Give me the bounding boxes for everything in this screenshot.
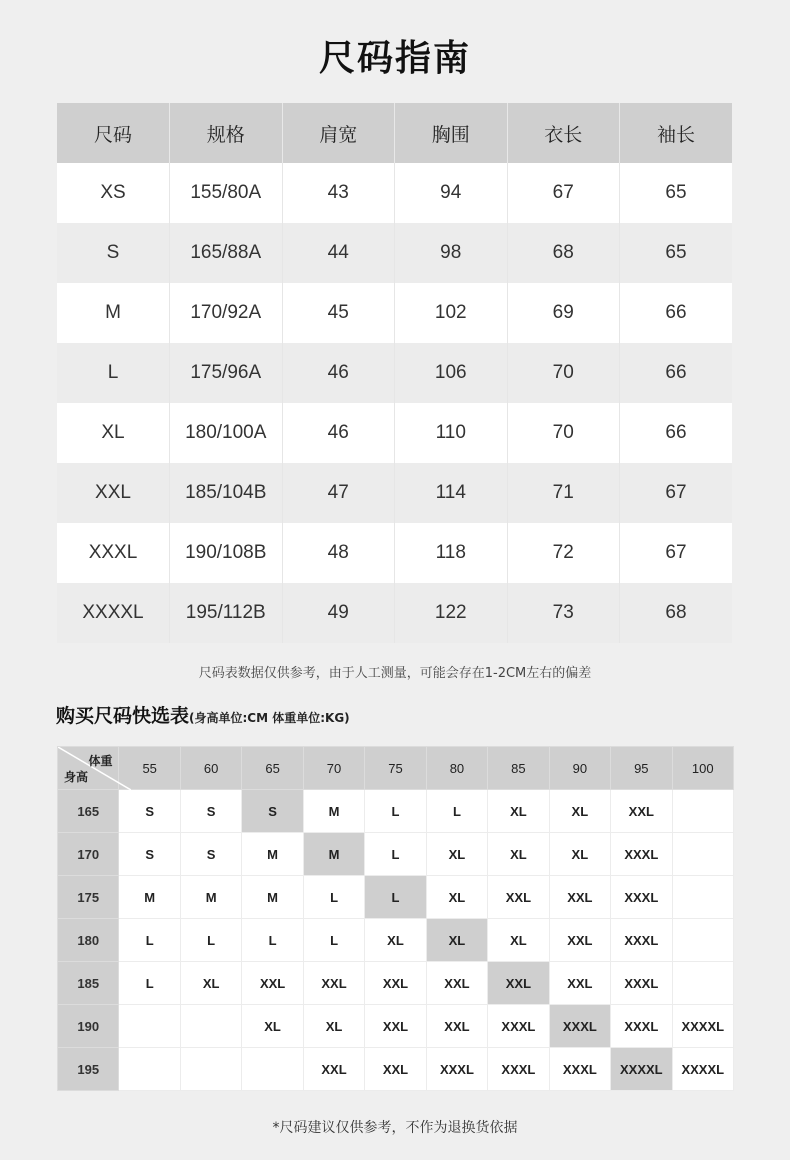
quick-size-cell: XXXL [611, 919, 672, 962]
size-cell: 110 [395, 403, 508, 463]
quick-table-units: (身高单位:CM 体重单位:KG) [189, 711, 350, 725]
size-cell: XXXL [57, 523, 170, 583]
quick-size-cell: XL [365, 919, 426, 962]
size-cell: 65 [620, 223, 733, 283]
size-header-cell: 衣长 [507, 103, 620, 163]
size-cell: XXXXL [57, 583, 170, 643]
quick-size-cell: L [365, 833, 426, 876]
quick-size-cell: XL [426, 919, 487, 962]
quick-table-body [58, 790, 734, 1091]
size-cell: 66 [620, 403, 733, 463]
size-cell: 73 [507, 583, 620, 643]
weight-header-cell: 90 [549, 747, 610, 790]
weight-header-cell: 55 [119, 747, 180, 790]
quick-size-cell: M [303, 790, 364, 833]
size-cell: 72 [507, 523, 620, 583]
advice-note: *尺码建议仅供参考，不作为退换货依据 [272, 1120, 518, 1136]
size-cell: 45 [282, 283, 395, 343]
quick-size-cell: XXXL [549, 1048, 610, 1091]
quick-size-cell: L [303, 876, 364, 919]
size-header-cell: 肩宽 [282, 103, 395, 163]
corner-weight-label: 体重 [88, 754, 113, 768]
quick-size-cell: M [180, 876, 241, 919]
size-cell: 48 [282, 523, 395, 583]
size-cell: 114 [395, 463, 508, 523]
size-cell: XS [57, 163, 170, 223]
quick-size-cell: M [303, 833, 364, 876]
corner-height-label: 身高 [64, 770, 89, 784]
height-header-cell: 170 [58, 833, 119, 876]
size-cell: 190/108B [170, 523, 283, 583]
size-row [57, 523, 732, 583]
size-table-header [57, 103, 732, 163]
quick-size-cell: L [119, 962, 180, 1005]
quick-size-cell: L [426, 790, 487, 833]
height-header-cell: 185 [58, 962, 119, 1005]
corner-cell [58, 747, 119, 790]
quick-size-cell: XL [426, 876, 487, 919]
size-header-cell: 规格 [170, 103, 283, 163]
quick-size-cell: XXXL [611, 833, 672, 876]
size-cell: 46 [282, 403, 395, 463]
size-table-body [57, 163, 732, 643]
weight-header-cell: 60 [180, 747, 241, 790]
quick-size-cell: XL [488, 919, 549, 962]
quick-size-cell: XL [426, 833, 487, 876]
quick-size-cell: XXL [549, 876, 610, 919]
size-cell: 46 [282, 343, 395, 403]
quick-row [58, 876, 734, 919]
quick-size-cell [242, 1048, 303, 1091]
quick-size-cell: XL [549, 790, 610, 833]
size-cell: 106 [395, 343, 508, 403]
quick-size-cell: L [119, 919, 180, 962]
quick-size-cell: L [180, 919, 241, 962]
quick-size-cell: XXL [611, 790, 672, 833]
size-cell: 67 [507, 163, 620, 223]
size-cell: 43 [282, 163, 395, 223]
quick-size-cell: XXXXL [672, 1048, 733, 1091]
quick-size-table [57, 746, 734, 1091]
quick-size-cell: XL [488, 790, 549, 833]
quick-size-cell: XXL [303, 1048, 364, 1091]
size-row [57, 163, 732, 223]
size-row [57, 583, 732, 643]
quick-size-cell [672, 833, 733, 876]
quick-size-cell: XXL [365, 962, 426, 1005]
size-row [57, 343, 732, 403]
quick-size-cell: XXXL [549, 1005, 610, 1048]
quick-size-cell: S [180, 833, 241, 876]
quick-size-cell [672, 962, 733, 1005]
size-cell: L [57, 343, 170, 403]
size-cell: 47 [282, 463, 395, 523]
size-cell: 67 [620, 523, 733, 583]
size-row [57, 283, 732, 343]
quick-size-cell: XXL [242, 962, 303, 1005]
weight-header-cell: 65 [242, 747, 303, 790]
quick-size-cell: S [119, 790, 180, 833]
quick-row [58, 919, 734, 962]
quick-size-cell: XXXL [611, 876, 672, 919]
size-cell: 44 [282, 223, 395, 283]
quick-size-cell: XXXL [488, 1048, 549, 1091]
quick-size-cell: L [242, 919, 303, 962]
size-row [57, 463, 732, 523]
size-row [57, 403, 732, 463]
quick-size-cell: XXXXL [611, 1048, 672, 1091]
quick-size-cell: M [242, 833, 303, 876]
size-cell: 118 [395, 523, 508, 583]
quick-size-cell: XXL [365, 1005, 426, 1048]
quick-size-cell: M [119, 876, 180, 919]
quick-size-cell [180, 1048, 241, 1091]
height-header-cell: 190 [58, 1005, 119, 1048]
size-cell: 68 [620, 583, 733, 643]
quick-size-cell: S [180, 790, 241, 833]
size-cell: 170/92A [170, 283, 283, 343]
size-cell: S [57, 223, 170, 283]
quick-row [58, 790, 734, 833]
quick-size-cell: XXL [488, 962, 549, 1005]
quick-size-cell [672, 790, 733, 833]
size-table [57, 103, 732, 643]
quick-size-cell: XXL [365, 1048, 426, 1091]
quick-size-cell: XL [303, 1005, 364, 1048]
size-cell: 155/80A [170, 163, 283, 223]
size-header-cell: 袖长 [620, 103, 733, 163]
quick-size-cell: XXXXL [672, 1005, 733, 1048]
size-cell: 70 [507, 403, 620, 463]
size-cell: 98 [395, 223, 508, 283]
quick-row [58, 962, 734, 1005]
quick-size-cell: XL [488, 833, 549, 876]
quick-size-cell: XXL [303, 962, 364, 1005]
size-header-cell: 胸围 [395, 103, 508, 163]
size-cell: 165/88A [170, 223, 283, 283]
quick-table-header [58, 747, 734, 790]
weight-header-cell: 80 [426, 747, 487, 790]
quick-size-cell [119, 1048, 180, 1091]
measurement-note: 尺码表数据仅供参考，由于人工测量，可能会存在1-2CM左右的偏差 [198, 666, 592, 681]
quick-size-cell [672, 876, 733, 919]
size-row [57, 223, 732, 283]
size-header-cell: 尺码 [57, 103, 170, 163]
weight-header-cell: 100 [672, 747, 733, 790]
quick-size-cell: XXL [488, 876, 549, 919]
size-cell: 94 [395, 163, 508, 223]
page-title: 尺码指南 [318, 38, 471, 79]
quick-size-cell: XXXL [611, 1005, 672, 1048]
quick-size-cell: XXXL [488, 1005, 549, 1048]
size-cell: 68 [507, 223, 620, 283]
quick-size-cell: L [365, 876, 426, 919]
weight-header-cell: 70 [303, 747, 364, 790]
quick-size-cell: XXL [549, 962, 610, 1005]
quick-row [58, 1048, 734, 1091]
height-header-cell: 175 [58, 876, 119, 919]
quick-row [58, 1005, 734, 1048]
size-cell: 67 [620, 463, 733, 523]
quick-size-cell [119, 1005, 180, 1048]
size-cell: 180/100A [170, 403, 283, 463]
size-cell: 175/96A [170, 343, 283, 403]
quick-size-cell: L [365, 790, 426, 833]
quick-size-cell: XL [180, 962, 241, 1005]
quick-size-cell: XL [549, 833, 610, 876]
size-cell: 66 [620, 283, 733, 343]
size-cell: 185/104B [170, 463, 283, 523]
size-cell: XXL [57, 463, 170, 523]
size-cell: 71 [507, 463, 620, 523]
size-cell: XL [57, 403, 170, 463]
quick-size-cell: XXL [426, 962, 487, 1005]
weight-header-cell: 95 [611, 747, 672, 790]
quick-size-cell: XXXL [611, 962, 672, 1005]
quick-size-cell [180, 1005, 241, 1048]
height-header-cell: 195 [58, 1048, 119, 1091]
quick-size-cell: L [303, 919, 364, 962]
quick-size-cell [672, 919, 733, 962]
size-cell: 122 [395, 583, 508, 643]
height-header-cell: 165 [58, 790, 119, 833]
size-cell: 65 [620, 163, 733, 223]
quick-row [58, 833, 734, 876]
quick-size-cell: XXL [549, 919, 610, 962]
size-cell: 66 [620, 343, 733, 403]
weight-header-cell: 75 [365, 747, 426, 790]
quick-size-cell: S [242, 790, 303, 833]
size-cell: 195/112B [170, 583, 283, 643]
quick-size-cell: S [119, 833, 180, 876]
quick-size-cell: XL [242, 1005, 303, 1048]
quick-size-cell: M [242, 876, 303, 919]
size-cell: 70 [507, 343, 620, 403]
quick-size-cell: XXL [426, 1005, 487, 1048]
quick-size-cell: XXXL [426, 1048, 487, 1091]
height-header-cell: 180 [58, 919, 119, 962]
size-cell: 49 [282, 583, 395, 643]
quick-table-title-text: 购买尺码快选表 [56, 705, 190, 727]
size-cell: 69 [507, 283, 620, 343]
weight-header-cell: 85 [488, 747, 549, 790]
quick-table-title [56, 701, 350, 728]
size-cell: 102 [395, 283, 508, 343]
size-cell: M [57, 283, 170, 343]
